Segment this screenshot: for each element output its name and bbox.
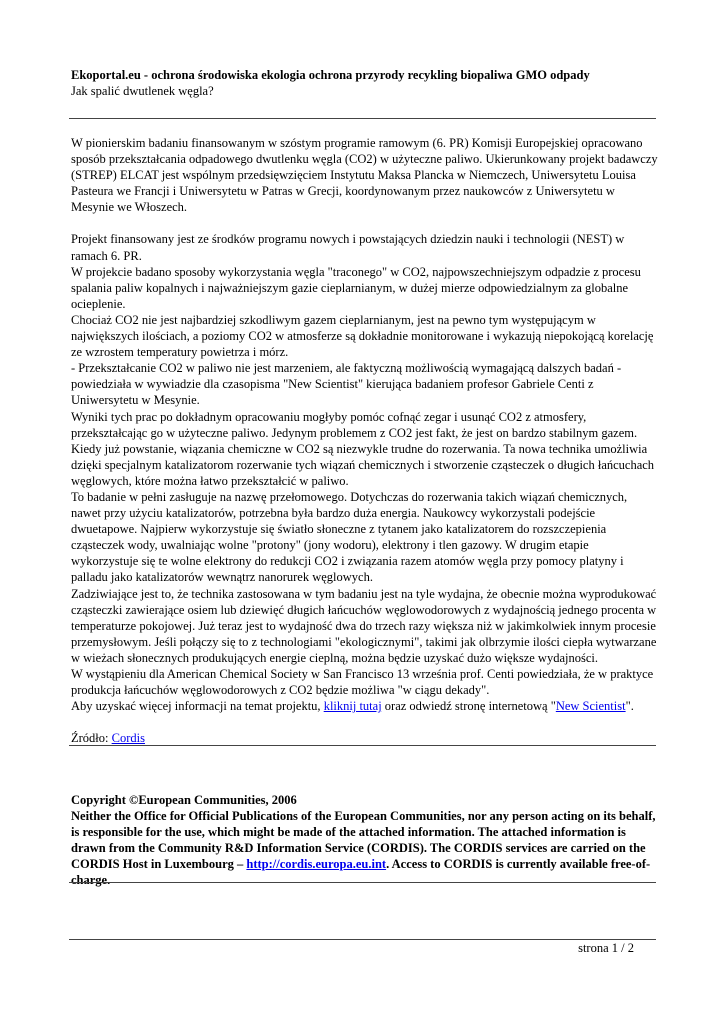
copyright-block: [71, 792, 659, 889]
page-header: [71, 67, 661, 99]
article-title: Jak spalić dwutlenek węgla?: [71, 84, 214, 98]
paragraph-breakthrough: To badanie w pełni zasługuje na nazwę przełomowego. Dotychczas do rozerwania takich wiązań chemicznych, nawet przy użyciu katalizatorów, potrzebna była bardzo duża energia. Naukowcy wykorzystali podejście dwuetapowe. Najpierw wykorzystuje się światło słoneczne z tytanem jako katalizatorem do rozszczepienia cząsteczek wody, uwalniając wolne "protony" (jony wodoru), elektrony i tlen gazowy. W drugim etapie wykorzystuje się te wolne elektrony do redukcji CO2 i związania razem atomów węgla przy pomocy platyny i palladu jako katalizatorów wewnątrz nanorurek węglowych.: [71, 489, 628, 585]
click-here-link[interactable]: kliknij tutaj: [323, 699, 382, 714]
copyright-line: Copyright ©European Communities, 2006: [71, 793, 297, 807]
disclaimer-text: [71, 808, 659, 888]
more-info-text-middle: oraz odwiedź stronę internetową ": [381, 699, 556, 714]
page-number: strona 1 / 2: [578, 941, 634, 955]
paragraph-quote: - Przekształcanie CO2 w paliwo nie jest marzeniem, ale faktyczną możliwością wymagającą dalszych badań - powiedziała w wywiadzie dla czasopisma "New Scientist" kierująca badaniem profesor Gabriele Centi z Uniwersytetu w Mesynie.: [71, 361, 622, 408]
cordis-link[interactable]: Cordis: [111, 731, 145, 746]
more-info-text: Aby uzyskać więcej informacji na temat projektu,: [71, 699, 324, 714]
footer-divider: [69, 939, 656, 940]
cordis-url-link[interactable]: http://cordis.europa.eu.int: [246, 857, 387, 872]
paragraph-results: Wyniki tych prac po dokładnym opracowaniu mogłyby pomóc cofnąć zegar i usunąć CO2 z atmosfery, przekształcając go w użyteczne paliwo. Jedynym problemem z CO2 jest fakt, że jest on bardzo stabilnym gazem. Kiedy już powstanie, wiązania chemiczne w CO2 są niezwykle trudne do rozerwania. Ta nowa technika umożliwia dzięki specjalnym katalizatorom rozerwanie tych wiązań chemicznych i stworzenie cząsteczek o długich łańcuchach węglowych, które można łatwo przekształcić w paliwo.: [71, 409, 655, 488]
paragraph-more-info: [71, 698, 659, 714]
paragraph-co2: Chociaż CO2 nie jest najbardziej szkodliwym gazem cieplarnianym, jest na pewno tym występującym w największych ilościach, a poziomy CO2 w atmosferze są dokładnie monitorowane i wykazują niepokojącą korelację ze wzrostem temperatury powietrza i mórz.: [71, 312, 654, 360]
paragraph-spacer: [71, 215, 659, 231]
new-scientist-link[interactable]: New Scientist: [555, 699, 626, 714]
source-label: Źródło:: [71, 731, 112, 746]
paragraph-acs: W wystąpieniu dla American Chemical Society w San Francisco 13 września prof. Centi powiedziała, że w praktyce produkcja łańcuchów węglowodorowych z CO2 będzie możliwa "w ciągu dekady".: [71, 667, 654, 698]
paragraph-funding: Projekt finansowany jest ze środków programu nowych i powstających dziedzin nauki i technologii (NEST) w ramach 6. PR.: [71, 232, 625, 263]
site-title: Ekoportal.eu - ochrona środowiska ekologia ochrona przyrody recykling biopaliwa GMO odpady: [71, 68, 590, 82]
disclaimer-end: . Access to CORDIS is currently available free-of-charge.: [71, 857, 651, 888]
paragraph-spacer: [71, 714, 659, 730]
article-body: [71, 135, 659, 746]
copyright-divider: [69, 882, 656, 883]
paragraph-intro: W pionierskim badaniu finansowanym w szóstym programie ramowym (6. PR) Komisji Europejskiej opracowano sposób przekształcania odpadowego dwutlenku węgla (CO2) w użyteczne paliwo. Ukierunkowany projekt badawczy (STREP) ELCAT jest wspólnym przedsięwzięciem Instytutu Maksa Plancka w Niemczech, Uniwersytetu Louisa Pasteura we Francji i Uniwersytetu w Patras w Grecji, koordynowanym przez naukowców z Uniwersytetu w Mesynie we Włoszech.: [71, 136, 658, 215]
header-divider: [69, 118, 656, 119]
disclaimer-body: Neither the Office for Official Publications of the European Communities, nor any person acting on its behalf, is responsible for the use, which might be made of the attached information. The attached information is drawn from the Community R&D Information Service (CORDIS). The CORDIS services are carried on the CORDIS Host in Luxembourg –: [71, 809, 656, 872]
body-divider: [69, 745, 656, 746]
paragraph-project: W projekcie badano sposoby wykorzystania węgla "traconego" w CO2, najpowszechniejszym odpadzie z procesu spalania paliw kopalnych i najważniejszym gazie cieplarnianym, w dużej mierze odpowiedzialnym za globalne ocieplenie.: [71, 264, 641, 311]
more-info-text-end: ".: [625, 699, 634, 714]
source-line: [71, 730, 659, 746]
paragraph-efficiency: Zadziwiające jest to, że technika zastosowana w tym badaniu jest na tyle wydajna, że obecnie można wyprodukować cząsteczki zawierające osiem lub dziewięć długich łańcuchów węglowodorowych z wydajnością jednego procenta w temperaturze pokojowej. Już teraz jest to wydajność dwa do trzech razy większa niż w jakimkolwiek innym procesie przemysłowym. Jeśli połączy się to z technologiami "ekologicznymi", takimi jak olbrzymie ilości ciepła wytwarzane w wieżach słonecznych produkujących energie cieplną, można będzie uzyskać dużo większe wydajności.: [71, 586, 657, 665]
